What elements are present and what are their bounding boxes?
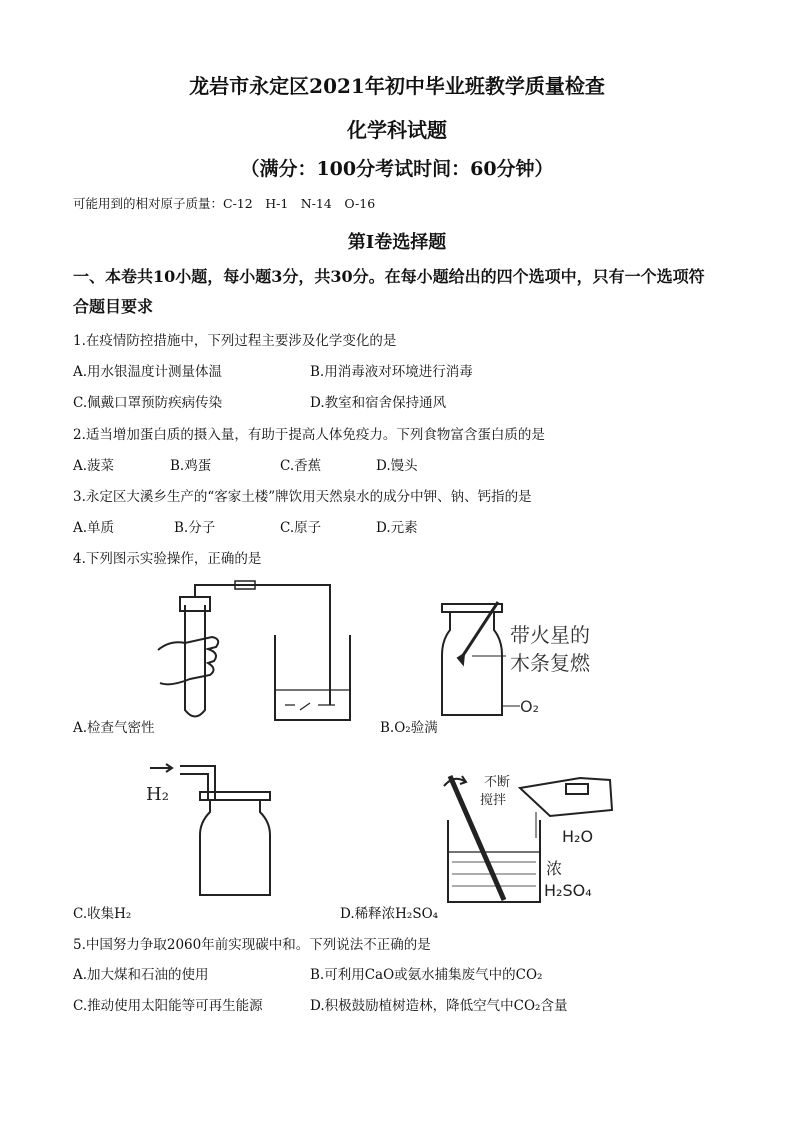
section-instructions-line1: 一、本卷共10小题，每小题3分，共30分。在每小题给出的四个选项中，只有一个选项符 <box>73 267 705 286</box>
question-4-option-c: C.收集H₂ <box>73 906 132 922</box>
question-1-option-c: C.佩戴口罩预防疾病传染 <box>73 395 223 411</box>
question-5-option-b: B.可利用CaO或氨水捕集废气中的CO₂ <box>310 967 543 983</box>
question-2-option-a: A.菠菜 <box>73 458 115 474</box>
figure-a-airtightness <box>150 575 370 725</box>
question-5-option-d: D.积极鼓励植树造林，降低空气中CO₂含量 <box>310 998 568 1014</box>
question-4-option-a: A.检查气密性 <box>73 720 155 736</box>
figure-d-acid-2: H₂SO₄ <box>544 881 592 900</box>
question-1-option-d: D.教室和宿舍保持通风 <box>310 395 447 411</box>
question-3-stem: 3.永定区大溪乡生产的“客家土楼”牌饮用天然泉水的成分中钾、钠、钙指的是 <box>73 489 532 505</box>
figure-b-label-2: 木条复燃 <box>510 651 590 675</box>
exam-title: 龙岩市永定区2021年初中毕业班教学质量检查 <box>189 74 605 98</box>
question-2-option-c: C.香蕉 <box>280 458 322 474</box>
exam-subject: 化学科试题 <box>347 118 447 142</box>
figure-b-label-1: 带火星的 <box>510 623 590 647</box>
question-4-option-b: B.O₂验满 <box>380 720 438 736</box>
question-3-option-a: A.单质 <box>73 520 115 536</box>
question-2-option-b: B.鸡蛋 <box>170 458 212 474</box>
figure-d-stir-2: 搅拌 <box>480 793 507 808</box>
section-instructions-line2: 合题目要求 <box>73 297 154 316</box>
figure-c-collect-h2 <box>140 760 290 900</box>
figure-d-acid-1: 浓 <box>546 859 563 878</box>
question-3-option-c: C.原子 <box>280 520 322 536</box>
figure-d-water: H₂O <box>562 827 594 846</box>
question-4-option-d: D.稀释浓H₂SO₄ <box>340 906 439 922</box>
atomic-masses: 可能用到的相对原子质量：C-12 H-1 N-14 O-16 <box>73 196 376 211</box>
question-2-stem: 2.适当增加蛋白质的摄入量，有助于提高人体免疫力。下列食物富含蛋白质的是 <box>73 427 545 443</box>
question-5-option-c: C.推动使用太阳能等可再生能源 <box>73 998 263 1014</box>
question-5-stem: 5.中国努力争取2060年前实现碳中和。下列说法不正确的是 <box>73 937 431 953</box>
figure-d-stir-1: 不断 <box>484 775 511 790</box>
question-1-option-a: A.用水银温度计测量体温 <box>73 364 223 380</box>
figure-b-gas: O₂ <box>520 697 540 716</box>
section-title: 第I卷选择题 <box>347 232 447 253</box>
exam-info: （满分：100分考试时间：60分钟） <box>240 158 554 180</box>
question-4-stem: 4.下列图示实验操作，正确的是 <box>73 551 262 567</box>
question-3-option-d: D.元素 <box>376 520 418 536</box>
question-3-option-b: B.分子 <box>174 520 216 536</box>
figure-c-gas: H₂ <box>146 784 169 805</box>
figure-b-o2-check <box>430 600 630 725</box>
figure-d-dilute-h2so4 <box>440 772 620 912</box>
question-2-option-d: D.馒头 <box>376 458 418 474</box>
question-1-stem: 1.在疫情防控措施中，下列过程主要涉及化学变化的是 <box>73 333 397 349</box>
question-5-option-a: A.加大煤和石油的使用 <box>73 967 209 983</box>
question-1-option-b: B.用消毒液对环境进行消毒 <box>310 364 473 380</box>
